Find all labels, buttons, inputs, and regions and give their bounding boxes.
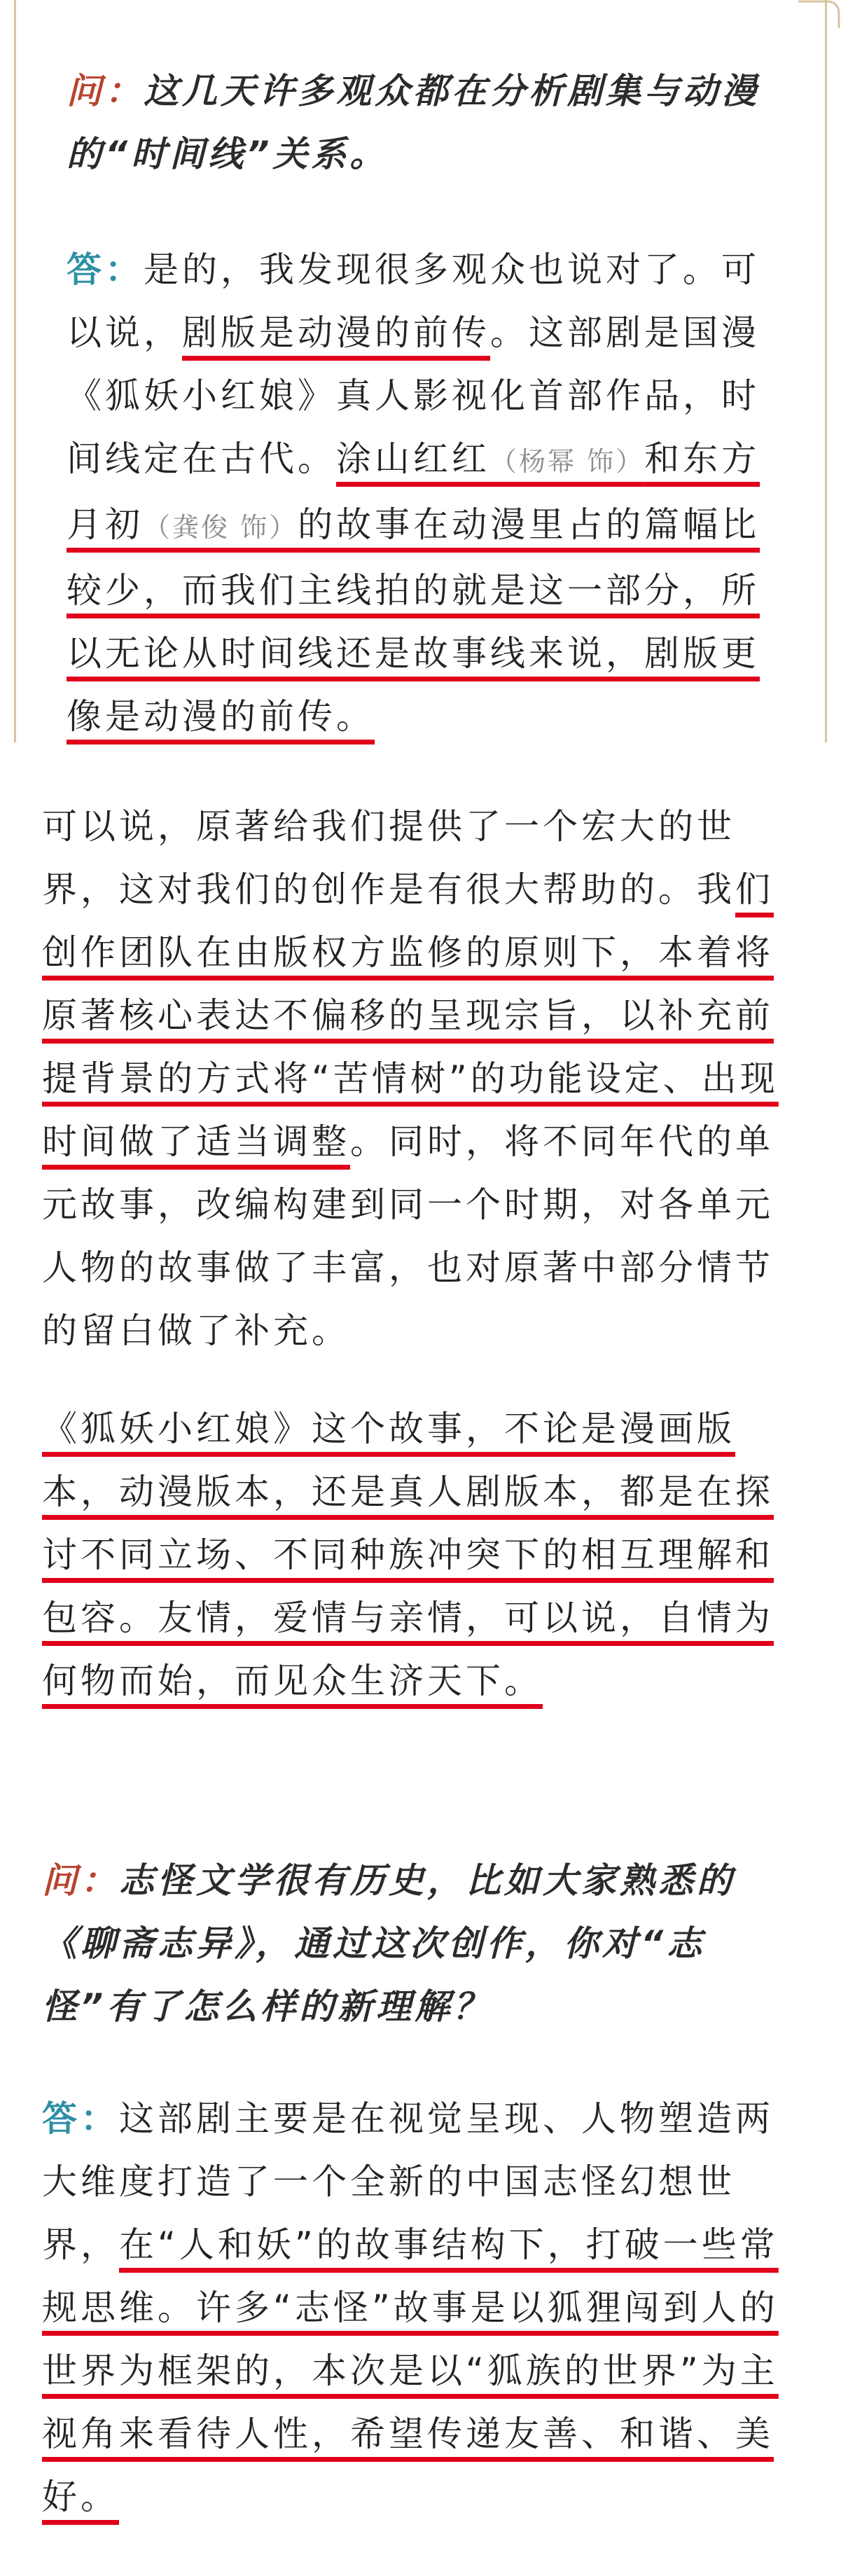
actor-credit-gong-jun: （龚俊 饰） [144,512,298,543]
answer-label: 答： [67,249,144,290]
question-label: 问： [67,71,144,111]
highlight-theme: 《狐妖小红娘》这个故事，不论是漫画版本，动漫版本，还是真人剧版本，都是在探讨不同立场、不同种族冲突下的相互理解和包容。友情，爱情与亲情，可以说，自情为何物而始，而见众生济天下。 [42,1408,774,1701]
paragraph-worldbuilding [42,795,805,1362]
question-2 [42,1849,805,2038]
highlight-human-and-demon: 在“人和妖”的故事结构下，打破一些常规思维。许多“志怪”故事是以狐狸闯到人的世界为框架的，本次是以“狐族的世界”为主视角来看待人性，希望传递友善、和谐、美好。 [42,2224,779,2517]
question-text: 这几天许多观众都在分析剧集与动漫的“时间线”关系。 [67,71,760,174]
highlight-adaptation: 们创作团队在由版权方监修的原则下，本着将原著核心表达不偏移的呈现宗旨，以补充前提背景的方式将“苦情树”的功能设定、出现时间做了适当调整 [42,869,779,1162]
card-right-border [825,0,827,742]
answer-label: 答： [42,2098,119,2139]
corner-ornament-icon [798,0,841,28]
answer-text: 这部剧主要是在视觉呈现、人物塑造两大维度打造了一个全新的中国志怪幻想世界， [42,2098,774,2265]
highlight-tushan-honghong: 涂山红红（杨幂 饰）和东方月初（龚俊 饰）的故事在动漫里占的篇幅比较少，而我们主线拍的就是这一部分，所以无论从时间线还是故事线来说，剧版更像是动漫的前传。 [67,438,760,737]
answer-text: 。这部剧是国漫《狐妖小红娘》真人影视化首部作品，时间线定在古代。 [67,312,760,479]
answer-1 [67,238,788,748]
question-text: 志怪文学很有历史，比如大家熟悉的《聊斋志异》，通过这次创作，你对“志怪”有了怎么样的新理解？ [42,1860,735,2027]
question-1 [67,60,788,186]
highlight-prequel: 剧版是动漫的前传 [182,312,490,353]
question-label: 问： [42,1860,119,1901]
answer-text: 是的，我发现很多观众也说对了。可以说， [67,249,760,353]
answer-2 [42,2087,805,2528]
paragraph-story-theme [42,1397,805,1712]
interview-card-3 [0,1800,841,2576]
interview-card-1 [0,0,841,742]
interview-card-2 [0,760,841,1789]
paragraph-text: 。同时，将不同年代的单元故事，改编构建到同一个时期，对各单元人物的故事做了丰富，也对原著中部分情节的留白做了补充。 [42,1121,774,1351]
paragraph-text: 可以说，原著给我们提供了一个宏大的世界，这对我们的创作是有很大帮助的。我 [42,806,735,910]
card-left-border [14,0,16,742]
actor-credit-yang-mi: （杨幂 饰） [490,446,645,477]
